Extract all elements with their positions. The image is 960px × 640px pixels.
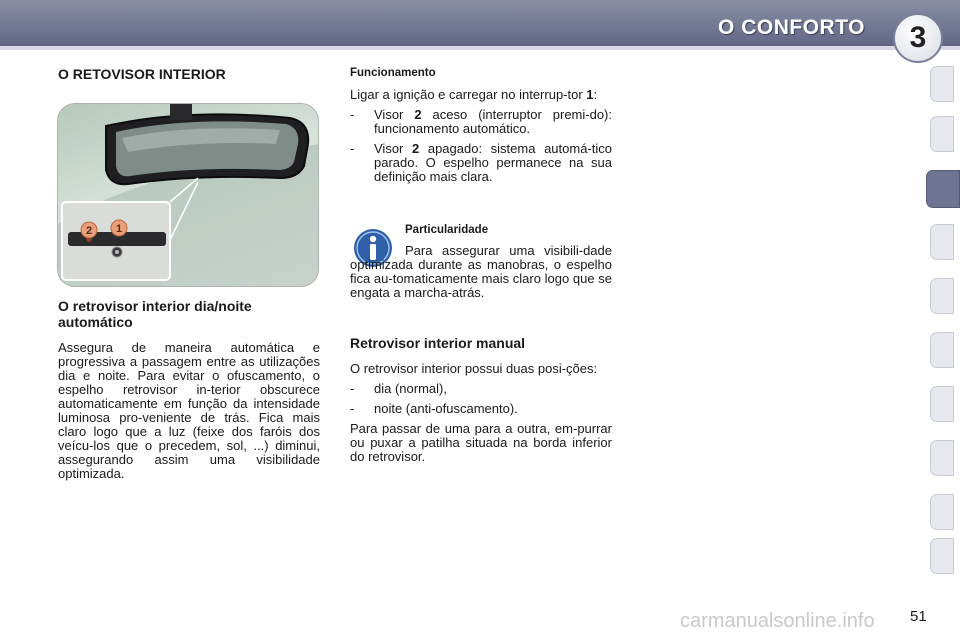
chapter-tab[interactable]: [930, 66, 954, 102]
svg-text:1: 1: [115, 223, 123, 235]
manual-item: - dia (normal),: [350, 381, 447, 396]
manual-intro: O retrovisor interior possui duas posi-ções:: [350, 361, 598, 376]
rearview-mirror-figure: [57, 103, 319, 287]
page-number: 51: [910, 608, 927, 625]
functioning-intro: Ligar a ignição e carregar no interrup-tor 1:: [350, 87, 598, 102]
chapter-tab[interactable]: [930, 116, 954, 152]
functioning-section: [350, 67, 612, 184]
chapter-tab[interactable]: [930, 224, 954, 260]
chapter-tab[interactable]: [930, 538, 954, 574]
watermark: carmanualsonline.info: [680, 610, 875, 632]
manual-outro: Para passar de uma para a outra, em-purrar ou puxar a patilha situada na borda inferior do retrovisor.: [350, 421, 612, 464]
functioning-item: - Visor 2 apagado: sistema automá-tico parado. O espelho permanece na sua definição mais clara.: [350, 141, 612, 184]
chapter-number-badge: 3: [893, 13, 943, 63]
mirror-illustration: [58, 104, 318, 286]
auto-mirror-section: [58, 298, 320, 481]
callout-1: [111, 220, 127, 236]
chapter-title: O CONFORTO: [718, 16, 865, 39]
chapter-tab[interactable]: [930, 332, 954, 368]
header-divider: [0, 46, 960, 50]
note-text: Para assegurar uma visibili-dade optimizada durante as manobras, o espelho fica au-tomaticamente mais claro logo que se engata a marcha-atrás.: [350, 243, 612, 300]
manual-item: - noite (anti-ofuscamento).: [350, 401, 518, 416]
functioning-item: - Visor 2 aceso (interruptor premi-do): funcionamento automático.: [350, 107, 612, 136]
chapter-tab[interactable]: [930, 494, 954, 530]
chapter-tabs: [926, 66, 960, 576]
svg-text:2: 2: [85, 225, 93, 237]
note-section: [350, 224, 612, 300]
manual-mirror-section: [350, 335, 612, 464]
functioning-title: Funcionamento: [350, 67, 436, 79]
subsection-title: O retrovisor interior dia/noite automático: [58, 298, 252, 330]
chapter-tab[interactable]: [930, 278, 954, 314]
chapter-tab-active[interactable]: [926, 170, 960, 208]
section-title: O RETOVISOR INTERIOR: [58, 66, 226, 82]
auto-mirror-paragraph: Assegura de maneira automática e progressiva a passagem entre as utilizações dia e noite. Para evitar o ofuscamento, o espelho retrovisor in-terior obscurece automaticamente em função da intensidade luminosa pro-veniente de trás. Fica mais claro logo que a luz (feixe dos faróis dos veícu-los que o precedem, sol, ...) diminui, assegurando assim uma visibilidade optimizada.: [58, 340, 320, 481]
manual-mirror-title: Retrovisor interior manual: [350, 335, 526, 351]
chapter-tab[interactable]: [930, 386, 954, 422]
note-title: Particularidade: [405, 224, 489, 236]
chapter-tab[interactable]: [930, 440, 954, 476]
callout-2: [81, 222, 97, 238]
